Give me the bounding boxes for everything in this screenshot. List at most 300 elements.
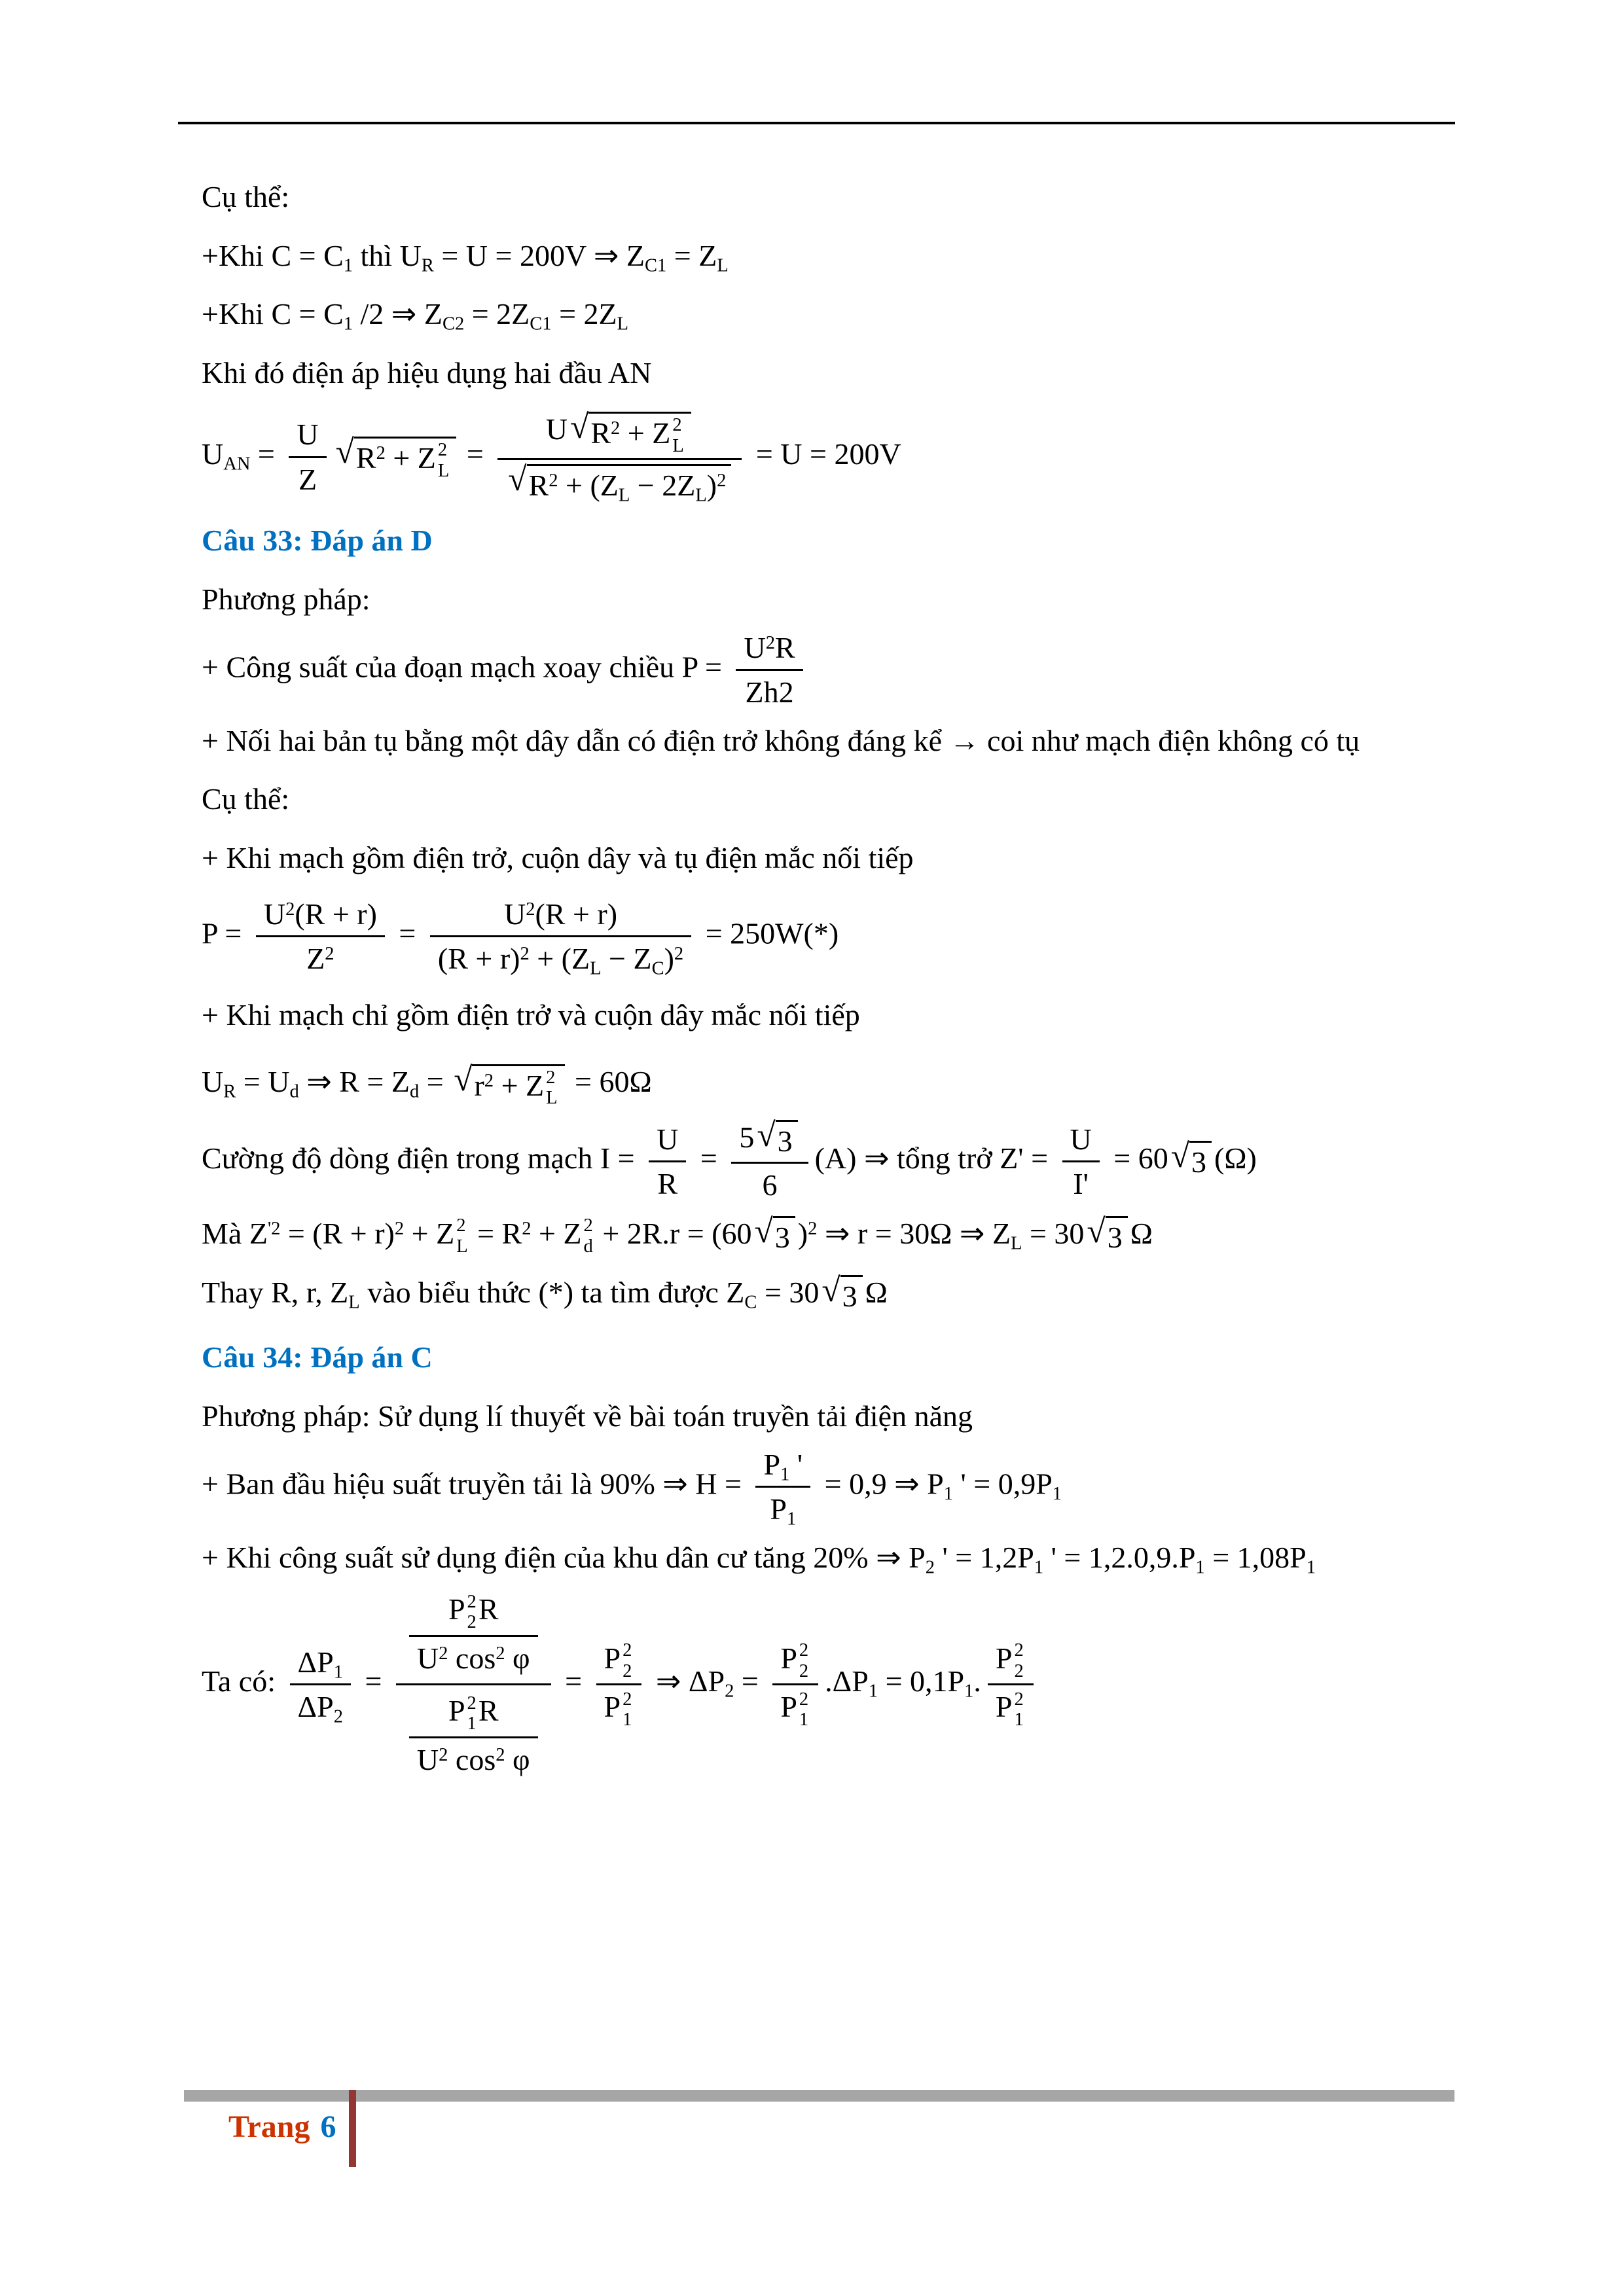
paragraph	[202, 629, 1456, 711]
subscript: 2	[925, 1557, 935, 1578]
superscript: 2	[520, 944, 530, 965]
subscript: 1	[943, 1483, 953, 1504]
sub-sup-top: 2	[456, 1215, 466, 1236]
text-run: = U = 200V ⇒ Z	[433, 238, 645, 272]
sub-sup	[1015, 1691, 1024, 1730]
sub-sup	[467, 1695, 477, 1734]
text-run: .ΔP	[825, 1664, 869, 1698]
subscript: d	[409, 1081, 420, 1102]
paragraph	[202, 168, 1456, 226]
text-run: 6	[762, 1168, 778, 1202]
text-run: U	[503, 897, 526, 931]
radicand	[472, 1064, 564, 1108]
text-run: U	[744, 630, 766, 664]
paragraph	[202, 226, 1456, 285]
text-run: + Công suất của đoạn mạch xoay chiều	[202, 650, 682, 684]
text-run: + Z	[531, 1216, 582, 1250]
superscript: 2	[496, 1744, 505, 1765]
fraction-numerator	[736, 629, 803, 672]
text-run: Khi đó điện áp hiệu dụng hai đầu AN	[202, 356, 652, 390]
text-run: ΔP	[297, 1690, 334, 1724]
sub-sup	[623, 1641, 632, 1681]
text-run: I'	[1073, 1167, 1089, 1201]
text-run: I =	[600, 1141, 643, 1175]
text-run: = U = 200V	[748, 437, 901, 471]
subscript: 1	[1052, 1483, 1062, 1504]
text-run: = 250W(*)	[698, 916, 839, 950]
sub-sup-top: 2	[467, 1591, 477, 1612]
sub-sup-bottom: 2	[623, 1660, 632, 1681]
text-run: cos	[448, 1742, 496, 1776]
text-run: R	[355, 440, 376, 475]
text-run: +Khi	[202, 238, 272, 272]
paragraph	[202, 1446, 1456, 1528]
formula-block	[202, 1052, 1456, 1111]
superscript: 2	[549, 470, 558, 491]
superscript: 2	[808, 1218, 818, 1239]
text-run: +Khi	[202, 297, 272, 331]
fraction	[1062, 1121, 1100, 1203]
text-run: 3	[777, 1124, 793, 1158]
text-run: P	[604, 1641, 621, 1675]
text-run: ' = 1,2P	[935, 1540, 1034, 1574]
sub-sup-top: 2	[1014, 1640, 1024, 1661]
footer-vertical-rule	[349, 2090, 356, 2167]
text-run: = Z	[666, 238, 717, 272]
text-run: U	[399, 238, 422, 272]
paragraph	[202, 285, 1456, 344]
fraction-denominator	[409, 1637, 538, 1677]
text-run: = R	[469, 1216, 522, 1250]
text-run: ⇒ ΔP	[648, 1664, 725, 1698]
text-run: =	[693, 1141, 725, 1175]
text-run: = 2Z	[551, 297, 617, 331]
text-run: thì	[353, 238, 400, 272]
sub-sup-bottom: d	[583, 1236, 593, 1257]
fraction	[256, 895, 385, 978]
text-run: Z	[249, 1216, 268, 1250]
text-run: (R + r)	[295, 897, 377, 931]
text-run: R	[590, 416, 611, 450]
sub-sup-top: 2	[623, 1640, 632, 1661]
subscript: L	[348, 1292, 360, 1313]
paragraph	[202, 1263, 1456, 1322]
text-run: Z	[306, 942, 325, 976]
text-run: = 0,1P	[878, 1664, 965, 1698]
square-root	[570, 408, 691, 456]
text-run: Thay R, r, Z	[202, 1275, 349, 1309]
text-run: U	[545, 412, 568, 446]
radicand	[354, 437, 456, 480]
superscript: 2	[325, 944, 334, 965]
text-run: )	[797, 1216, 808, 1250]
text-run: + Khi mạch gồm điện trở, cuộn dây và tụ điện mắc nối tiếp	[202, 841, 914, 875]
fraction-denominator	[596, 1685, 642, 1729]
fraction-numerator	[396, 1587, 551, 1685]
superscript: 2	[611, 418, 621, 439]
fraction-denominator	[289, 458, 326, 499]
fraction-denominator	[1062, 1162, 1100, 1203]
text-run: =	[357, 1664, 389, 1698]
text-run: + (Z	[558, 469, 619, 503]
text-run: + Z	[620, 416, 671, 450]
sub-sup-bottom: L	[546, 1088, 558, 1109]
fraction-denominator	[256, 937, 385, 978]
text-run: + Khi mạch chỉ gồm điện trở và cuộn dây mắc nối tiếp	[202, 997, 860, 1031]
fraction	[396, 1587, 551, 1782]
text-run: =	[250, 437, 283, 471]
subscript: 1	[343, 255, 353, 276]
subscript: AN	[223, 454, 251, 475]
text-run: + (Z	[529, 942, 590, 976]
sub-sup	[623, 1691, 632, 1730]
text-run: Phương pháp:	[202, 583, 370, 617]
sub-sup	[1015, 1641, 1024, 1681]
sub-sup	[546, 1069, 557, 1108]
subscript: 1	[964, 1681, 974, 1702]
text-run: (R + r)	[437, 942, 520, 976]
text-run: P	[995, 1690, 1013, 1724]
radicand	[1189, 1141, 1212, 1180]
fraction	[290, 1643, 351, 1726]
fraction-denominator	[649, 1162, 686, 1203]
sub-sup	[456, 1217, 467, 1256]
fraction-denominator	[430, 937, 691, 978]
text-run: U	[416, 1742, 439, 1776]
superscript: 2	[484, 1070, 494, 1091]
page-footer	[228, 2105, 336, 2149]
paragraph	[202, 829, 1456, 888]
radical-icon: √	[454, 1060, 473, 1098]
sub-sup-bottom: 1	[467, 1713, 477, 1734]
text-run: U	[657, 1122, 679, 1156]
text-run: Cụ thể:	[202, 180, 290, 213]
paragraph	[202, 1387, 1456, 1446]
text-run: R	[478, 1592, 499, 1626]
footer-page-label: Trang	[228, 2109, 310, 2144]
fraction	[430, 895, 691, 978]
text-run: =	[419, 1064, 452, 1098]
superscript: 2	[526, 899, 535, 920]
subscript: C2	[442, 314, 465, 334]
text-run: − 2Z	[630, 469, 696, 503]
sub-sup	[672, 416, 683, 456]
fraction-numerator	[755, 1446, 810, 1488]
sub-sup	[584, 1217, 593, 1256]
sub-sup-top: 2	[437, 440, 448, 461]
text-run: = (R + r)	[280, 1216, 395, 1250]
text-run: C = C	[271, 238, 344, 272]
square-root	[335, 433, 457, 481]
text-run: Z' =	[1000, 1141, 1056, 1175]
sub-sup	[799, 1691, 808, 1730]
paragraph	[202, 711, 1456, 770]
square-root	[508, 461, 731, 506]
text-run: vào biểu thức (*) ta tìm được	[359, 1275, 727, 1309]
fraction-denominator	[497, 460, 742, 506]
radical-icon: √	[821, 1271, 840, 1309]
sub-sup-bottom: 1	[623, 1710, 632, 1731]
fraction-numerator	[290, 1643, 351, 1686]
text-run: =	[734, 1664, 767, 1698]
text-run: = 60Ω	[567, 1064, 652, 1098]
subscript: L	[717, 255, 729, 276]
fraction-numerator	[731, 1119, 808, 1164]
radicand	[840, 1275, 863, 1314]
radical-icon: √	[754, 1212, 773, 1250]
square-root	[757, 1117, 797, 1159]
superscript: 2	[439, 1744, 448, 1765]
fraction	[988, 1640, 1034, 1730]
fraction	[731, 1119, 808, 1204]
sub-sup-top: 2	[546, 1067, 556, 1088]
text-run: U	[1070, 1122, 1092, 1156]
subscript: d	[289, 1081, 299, 1102]
fraction-denominator	[772, 1685, 818, 1729]
text-run: = 30	[757, 1275, 820, 1309]
radical-icon: √	[570, 408, 589, 446]
paragraph	[202, 344, 1456, 403]
radicand	[527, 464, 732, 506]
paragraph	[202, 1204, 1456, 1263]
radical-icon: √	[335, 433, 354, 471]
text-run: P	[780, 1690, 797, 1724]
text-run: cos	[448, 1641, 496, 1675]
sub-sup-top: 2	[672, 415, 682, 436]
text-run: )	[706, 469, 717, 503]
text-run: r	[474, 1068, 484, 1102]
radical-icon: √	[1087, 1212, 1106, 1250]
subscript: 1	[786, 1509, 797, 1530]
fraction-denominator	[988, 1685, 1034, 1729]
text-run: ' = 0,9P	[952, 1467, 1053, 1501]
radical-icon: √	[508, 461, 527, 499]
sub-sup-top: 2	[799, 1689, 809, 1710]
text-run: + Nối hai bản tụ bằng một dây dẫn có điện trở không đáng kể → coi như mạch điện không có tụ	[202, 723, 1360, 757]
sub-sup	[467, 1593, 477, 1632]
text-run: ⇒ R = Z	[298, 1064, 410, 1098]
fraction-denominator	[396, 1685, 551, 1782]
text-run: C = C	[271, 297, 344, 331]
header-rule	[178, 122, 1455, 124]
sub-sup-bottom: 1	[1014, 1710, 1024, 1731]
sub-sup-bottom: 2	[799, 1660, 809, 1681]
subscript: 1	[1306, 1557, 1316, 1578]
text-run: Cụ thể:	[202, 782, 290, 816]
sub-sup-bottom: L	[672, 435, 684, 456]
text-run: .	[973, 1664, 981, 1698]
subscript: 1	[1195, 1557, 1205, 1578]
sub-sup-bottom: 2	[1014, 1660, 1024, 1681]
answer-heading-cau-33	[202, 511, 1456, 570]
superscript: 2	[765, 632, 775, 653]
document-body	[202, 168, 1456, 1782]
text-run: P =	[681, 650, 730, 684]
text-run: Ω	[1130, 1216, 1153, 1250]
text-run: φ	[505, 1641, 530, 1675]
subscript: L	[1011, 1233, 1022, 1254]
text-run: ⇒ r = 30Ω ⇒ Z	[817, 1216, 1011, 1250]
text-run: = U	[236, 1064, 290, 1098]
text-run: P =	[202, 916, 249, 950]
radicand	[776, 1120, 798, 1159]
subscript: L	[618, 485, 630, 506]
paragraph	[202, 1119, 1456, 1204]
text-run: P	[770, 1492, 787, 1526]
fraction	[289, 416, 326, 498]
fraction-numerator	[430, 895, 691, 938]
text-run: − Z	[601, 942, 652, 976]
subscript: 1	[343, 314, 353, 334]
text-run: Mà	[202, 1216, 249, 1250]
text-run: (A) ⇒ tổng trở	[814, 1141, 1000, 1175]
subscript: C	[744, 1292, 757, 1313]
text-run: 3	[774, 1220, 790, 1254]
text-run: + 2R.r = (60	[594, 1216, 752, 1250]
sub-sup-bottom: 2	[467, 1612, 477, 1633]
fraction-numerator	[649, 1121, 686, 1163]
subscript: 2	[333, 1706, 343, 1727]
text-run: =	[459, 437, 492, 471]
superscript: 2	[717, 470, 727, 491]
text-run: = 1,08P	[1204, 1540, 1307, 1574]
formula-block	[202, 895, 1456, 978]
fraction-denominator	[290, 1685, 351, 1726]
text-run: U	[202, 437, 224, 471]
text-run: Cường độ dòng điện trong mạch	[202, 1141, 600, 1175]
fraction-numerator	[988, 1640, 1034, 1685]
subscript: 1	[780, 1464, 790, 1485]
text-run: U	[297, 418, 319, 452]
subscript: L	[617, 314, 629, 334]
text-run: Ta có:	[202, 1664, 283, 1698]
formula-block	[202, 410, 1456, 504]
fraction	[649, 1121, 686, 1203]
text-run: 5	[739, 1121, 755, 1155]
subscript: R	[223, 1081, 236, 1102]
subscript: 1	[333, 1662, 343, 1683]
fraction	[409, 1590, 538, 1677]
sub-sup-top: 2	[799, 1640, 809, 1661]
text-run: ' = 1,2.0,9.P	[1043, 1540, 1196, 1574]
text-run: (Ω)	[1214, 1141, 1257, 1175]
subscript: L	[695, 485, 707, 506]
sub-sup-bottom: 1	[799, 1710, 809, 1731]
text-run: 3	[1107, 1220, 1123, 1254]
fraction-denominator	[731, 1164, 808, 1204]
square-root	[1087, 1212, 1127, 1255]
text-run: U	[202, 1064, 224, 1098]
sub-sup-top: 2	[583, 1215, 593, 1236]
radicand	[588, 412, 691, 456]
text-run: /2 ⇒ Z	[353, 297, 442, 331]
text-run: )	[664, 942, 674, 976]
paragraph	[202, 986, 1456, 1045]
square-root	[454, 1060, 564, 1109]
sub-sup-bottom: L	[437, 460, 450, 481]
text-run: P	[604, 1690, 621, 1724]
text-run: = 0,9 ⇒ P	[817, 1467, 944, 1501]
text-run: Ω	[865, 1275, 888, 1309]
sub-sup	[438, 441, 449, 480]
radicand	[1106, 1216, 1128, 1255]
paragraph	[202, 570, 1456, 629]
paragraph	[202, 1528, 1456, 1587]
superscript: 2	[674, 944, 684, 965]
sub-sup-top: 2	[1014, 1689, 1024, 1710]
fraction	[409, 1692, 538, 1778]
subscript: C	[651, 958, 664, 979]
square-root	[821, 1271, 862, 1314]
text-run: U	[263, 897, 286, 931]
superscript: 2	[285, 899, 295, 920]
radical-icon: √	[1170, 1138, 1190, 1175]
text-run: = 60	[1106, 1141, 1168, 1175]
fraction	[497, 410, 742, 504]
text-run: Z	[726, 1275, 745, 1309]
text-run: Phương pháp: Sử dụng lí thuyết về bài toán truyền tải điện năng	[202, 1399, 973, 1433]
subscript: 2	[725, 1681, 734, 1702]
subscript: R	[421, 255, 434, 276]
text-run: R	[478, 1694, 499, 1728]
radical-icon: √	[757, 1117, 776, 1155]
sub-sup-top: 2	[623, 1689, 632, 1710]
superscript: 2	[439, 1643, 448, 1664]
text-run: P	[763, 1447, 781, 1481]
text-run: = 2Z	[464, 297, 530, 331]
text-run: P	[448, 1592, 465, 1626]
text-run: 3	[842, 1279, 857, 1313]
text-run: 3	[1191, 1145, 1207, 1179]
text-run: ΔP	[297, 1645, 334, 1679]
answer-heading-cau-34	[202, 1328, 1456, 1387]
superscript: '2	[267, 1218, 281, 1239]
text-run: Z	[298, 462, 317, 496]
text-run: =	[391, 916, 424, 950]
fraction-denominator	[755, 1488, 810, 1528]
square-root	[754, 1212, 795, 1255]
sub-sup	[799, 1641, 808, 1681]
text-run: (R + r)	[535, 897, 618, 931]
superscript: 2	[394, 1218, 405, 1239]
text-run: + Z	[494, 1068, 545, 1102]
subscript: 1	[868, 1681, 878, 1702]
footer-bar	[184, 2090, 1454, 2102]
superscript: 2	[496, 1643, 505, 1664]
fraction-numerator	[596, 1640, 642, 1685]
fraction	[736, 629, 803, 711]
fraction-numerator	[1062, 1121, 1100, 1163]
fraction-numerator	[289, 416, 326, 458]
paragraph-ta-co	[202, 1587, 1456, 1782]
superscript: 2	[522, 1218, 532, 1239]
fraction-numerator	[409, 1692, 538, 1738]
text-run: + Z	[385, 440, 436, 475]
text-run: φ	[505, 1742, 530, 1776]
text-run: =	[557, 1664, 590, 1698]
fraction-numerator	[772, 1640, 818, 1685]
text-run: P	[780, 1641, 797, 1675]
text-run: + Ban đầu hiệu suất truyền tải là 90% ⇒ H =	[202, 1467, 749, 1501]
radicand	[773, 1216, 795, 1255]
fraction-denominator	[736, 671, 803, 711]
square-root	[1170, 1138, 1212, 1180]
subscript: L	[590, 958, 602, 979]
text-run: P	[448, 1694, 465, 1728]
subscript: C1	[530, 314, 552, 334]
text-run: R	[774, 630, 795, 664]
text-run: + Z	[404, 1216, 455, 1250]
